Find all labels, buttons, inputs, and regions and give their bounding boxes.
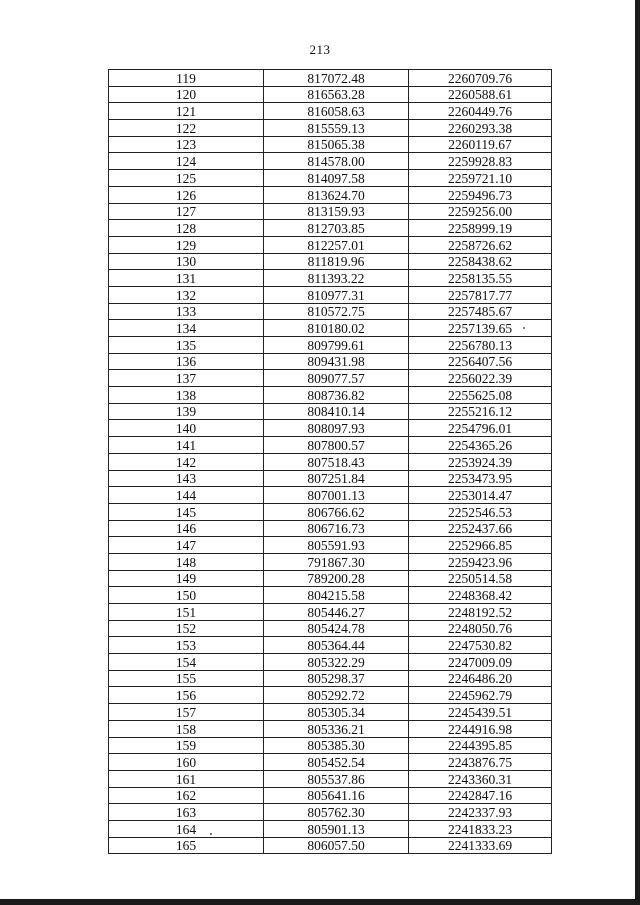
table-row (109, 737, 552, 754)
table-row (109, 286, 552, 303)
table-row (109, 537, 552, 554)
y-coordinate-cell: 2247009.09 (409, 654, 552, 671)
table-row (109, 437, 552, 454)
x-coordinate-cell: 807800.57 (264, 437, 409, 454)
point-number-cell: 164 (109, 820, 264, 837)
point-number-cell: 142 (109, 453, 264, 470)
x-coordinate-cell: 791867.30 (264, 553, 409, 570)
point-number-cell: 150 (109, 587, 264, 604)
point-number-cell: 136 (109, 353, 264, 370)
x-coordinate-cell: 806057.50 (264, 837, 409, 854)
y-coordinate-cell: 2257817.77 (409, 286, 552, 303)
point-number-cell: 144 (109, 487, 264, 504)
point-number-cell: 145 (109, 503, 264, 520)
y-coordinate-cell: 2259496.73 (409, 186, 552, 203)
point-number-cell: 137 (109, 370, 264, 387)
y-coordinate-cell: 2258726.62 (409, 236, 552, 253)
y-coordinate-cell: 2256022.39 (409, 370, 552, 387)
x-coordinate-cell: 805537.86 (264, 770, 409, 787)
x-coordinate-cell: 805424.78 (264, 620, 409, 637)
x-coordinate-cell: 807001.13 (264, 487, 409, 504)
table-row (109, 670, 552, 687)
x-coordinate-cell: 805385.30 (264, 737, 409, 754)
point-number-cell: 155 (109, 670, 264, 687)
y-coordinate-cell: 2258999.19 (409, 220, 552, 237)
y-coordinate-cell: 2258438.62 (409, 253, 552, 270)
y-coordinate-cell: 2242337.93 (409, 804, 552, 821)
table-row (109, 604, 552, 621)
x-coordinate-cell: 815559.13 (264, 120, 409, 137)
point-number-cell: 128 (109, 220, 264, 237)
x-coordinate-cell: 815065.38 (264, 136, 409, 153)
x-coordinate-cell: 809799.61 (264, 337, 409, 354)
point-number-cell: 147 (109, 537, 264, 554)
y-coordinate-cell: 2243876.75 (409, 754, 552, 771)
table-row (109, 370, 552, 387)
scan-speck (210, 833, 212, 835)
y-coordinate-cell: 2259256.00 (409, 203, 552, 220)
x-coordinate-cell: 810572.75 (264, 303, 409, 320)
x-coordinate-cell: 805298.37 (264, 670, 409, 687)
y-coordinate-cell: 2253014.47 (409, 487, 552, 504)
x-coordinate-cell: 806766.62 (264, 503, 409, 520)
x-coordinate-cell: 809077.57 (264, 370, 409, 387)
point-number-cell: 156 (109, 687, 264, 704)
x-coordinate-cell: 804215.58 (264, 587, 409, 604)
y-coordinate-cell: 2256407.56 (409, 353, 552, 370)
table-row (109, 754, 552, 771)
point-number-cell: 138 (109, 387, 264, 404)
y-coordinate-cell: 2246486.20 (409, 670, 552, 687)
point-number-cell: 127 (109, 203, 264, 220)
y-coordinate-cell: 2248368.42 (409, 587, 552, 604)
x-coordinate-cell: 808097.93 (264, 420, 409, 437)
x-coordinate-cell: 808736.82 (264, 387, 409, 404)
y-coordinate-cell: 2245439.51 (409, 704, 552, 721)
x-coordinate-cell: 812703.85 (264, 220, 409, 237)
x-coordinate-cell: 817072.48 (264, 70, 409, 87)
y-coordinate-cell: 2255625.08 (409, 387, 552, 404)
x-coordinate-cell: 805641.16 (264, 787, 409, 804)
table-row (109, 353, 552, 370)
table-row (109, 203, 552, 220)
point-number-cell: 131 (109, 270, 264, 287)
x-coordinate-cell: 813159.93 (264, 203, 409, 220)
y-coordinate-cell: 2260119.67 (409, 136, 552, 153)
y-coordinate-cell: 2247530.82 (409, 637, 552, 654)
y-coordinate-cell: 2258135.55 (409, 270, 552, 287)
table-row (109, 103, 552, 120)
table-row (109, 587, 552, 604)
y-coordinate-cell: 2254365.26 (409, 437, 552, 454)
table-row (109, 153, 552, 170)
point-number-cell: 120 (109, 86, 264, 103)
y-coordinate-cell: 2248050.76 (409, 620, 552, 637)
y-coordinate-cell: 2241833.23 (409, 820, 552, 837)
table-row (109, 687, 552, 704)
table-row (109, 620, 552, 637)
table-row (109, 337, 552, 354)
point-number-cell: 140 (109, 420, 264, 437)
x-coordinate-cell: 805292.72 (264, 687, 409, 704)
table-row (109, 503, 552, 520)
y-coordinate-cell: 2259423.96 (409, 553, 552, 570)
table-row (109, 553, 552, 570)
table-row (109, 520, 552, 537)
point-number-cell: 163 (109, 804, 264, 821)
table-row (109, 487, 552, 504)
point-number-cell: 119 (109, 70, 264, 87)
table-row (109, 303, 552, 320)
point-number-cell: 161 (109, 770, 264, 787)
point-number-cell: 139 (109, 403, 264, 420)
table-row (109, 253, 552, 270)
table-row (109, 654, 552, 671)
y-coordinate-cell: 2257485.67 (409, 303, 552, 320)
point-number-cell: 159 (109, 737, 264, 754)
y-coordinate-cell: 2257139.65 (409, 320, 552, 337)
x-coordinate-cell: 810180.02 (264, 320, 409, 337)
point-number-cell: 149 (109, 570, 264, 587)
table-row (109, 70, 552, 87)
point-number-cell: 141 (109, 437, 264, 454)
x-coordinate-cell: 813624.70 (264, 186, 409, 203)
table-row (109, 787, 552, 804)
x-coordinate-cell: 810977.31 (264, 286, 409, 303)
y-coordinate-cell: 2259928.83 (409, 153, 552, 170)
point-number-cell: 165 (109, 837, 264, 854)
y-coordinate-cell: 2241333.69 (409, 837, 552, 854)
x-coordinate-cell: 812257.01 (264, 236, 409, 253)
table-row (109, 136, 552, 153)
table-row (109, 120, 552, 137)
y-coordinate-cell: 2244395.85 (409, 737, 552, 754)
point-number-cell: 157 (109, 704, 264, 721)
y-coordinate-cell: 2242847.16 (409, 787, 552, 804)
point-number-cell: 130 (109, 253, 264, 270)
x-coordinate-cell: 805305.34 (264, 704, 409, 721)
y-coordinate-cell: 2259721.10 (409, 170, 552, 187)
table-row (109, 86, 552, 103)
x-coordinate-cell: 805446.27 (264, 604, 409, 621)
y-coordinate-cell: 2243360.31 (409, 770, 552, 787)
table-row (109, 387, 552, 404)
point-number-cell: 158 (109, 720, 264, 737)
table-row (109, 170, 552, 187)
table-row (109, 837, 552, 854)
point-number-cell: 126 (109, 186, 264, 203)
y-coordinate-cell: 2253473.95 (409, 470, 552, 487)
y-coordinate-cell: 2248192.52 (409, 604, 552, 621)
table-row (109, 804, 552, 821)
point-number-cell: 124 (109, 153, 264, 170)
table-row (109, 570, 552, 587)
y-coordinate-cell: 2252546.53 (409, 503, 552, 520)
y-coordinate-cell: 2256780.13 (409, 337, 552, 354)
point-number-cell: 154 (109, 654, 264, 671)
x-coordinate-cell: 811819.96 (264, 253, 409, 270)
table-row (109, 470, 552, 487)
x-coordinate-cell: 805322.29 (264, 654, 409, 671)
table-row (109, 420, 552, 437)
y-coordinate-cell: 2252966.85 (409, 537, 552, 554)
x-coordinate-cell: 816058.63 (264, 103, 409, 120)
point-number-cell: 121 (109, 103, 264, 120)
point-number-cell: 162 (109, 787, 264, 804)
table-row (109, 320, 552, 337)
point-number-cell: 135 (109, 337, 264, 354)
y-coordinate-cell: 2245962.79 (409, 687, 552, 704)
x-coordinate-cell: 807251.84 (264, 470, 409, 487)
point-number-cell: 160 (109, 754, 264, 771)
y-coordinate-cell: 2250514.58 (409, 570, 552, 587)
x-coordinate-cell: 805591.93 (264, 537, 409, 554)
y-coordinate-cell: 2255216.12 (409, 403, 552, 420)
x-coordinate-cell: 805452.54 (264, 754, 409, 771)
point-number-cell: 123 (109, 136, 264, 153)
table-row (109, 236, 552, 253)
y-coordinate-cell: 2260709.76 (409, 70, 552, 87)
y-coordinate-cell: 2252437.66 (409, 520, 552, 537)
page-number: 213 (309, 42, 331, 57)
x-coordinate-cell: 805901.13 (264, 820, 409, 837)
point-number-cell: 122 (109, 120, 264, 137)
coordinates-table (108, 69, 552, 854)
y-coordinate-cell: 2244916.98 (409, 720, 552, 737)
table-row (109, 820, 552, 837)
x-coordinate-cell: 808410.14 (264, 403, 409, 420)
x-coordinate-cell: 789200.28 (264, 570, 409, 587)
table-row (109, 770, 552, 787)
x-coordinate-cell: 807518.43 (264, 453, 409, 470)
x-coordinate-cell: 814097.58 (264, 170, 409, 187)
table-row (109, 720, 552, 737)
x-coordinate-cell: 806716.73 (264, 520, 409, 537)
point-number-cell: 134 (109, 320, 264, 337)
y-coordinate-cell: 2260293.38 (409, 120, 552, 137)
point-number-cell: 133 (109, 303, 264, 320)
x-coordinate-cell: 816563.28 (264, 86, 409, 103)
point-number-cell: 129 (109, 236, 264, 253)
point-number-cell: 132 (109, 286, 264, 303)
x-coordinate-cell: 805762.30 (264, 804, 409, 821)
point-number-cell: 151 (109, 604, 264, 621)
table-row (109, 403, 552, 420)
scan-speck (523, 327, 525, 329)
table-row (109, 186, 552, 203)
scan-edge-bottom (0, 899, 640, 905)
x-coordinate-cell: 805336.21 (264, 720, 409, 737)
coordinates-table-body (109, 70, 552, 854)
x-coordinate-cell: 805364.44 (264, 637, 409, 654)
scan-edge-right (635, 0, 640, 905)
y-coordinate-cell: 2260449.76 (409, 103, 552, 120)
y-coordinate-cell: 2254796.01 (409, 420, 552, 437)
point-number-cell: 146 (109, 520, 264, 537)
table-row (109, 220, 552, 237)
point-number-cell: 148 (109, 553, 264, 570)
y-coordinate-cell: 2260588.61 (409, 86, 552, 103)
point-number-cell: 152 (109, 620, 264, 637)
table-row (109, 704, 552, 721)
table-row (109, 453, 552, 470)
point-number-cell: 143 (109, 470, 264, 487)
point-number-cell: 153 (109, 637, 264, 654)
point-number-cell: 125 (109, 170, 264, 187)
x-coordinate-cell: 809431.98 (264, 353, 409, 370)
table-row (109, 637, 552, 654)
x-coordinate-cell: 811393.22 (264, 270, 409, 287)
y-coordinate-cell: 2253924.39 (409, 453, 552, 470)
table-row (109, 270, 552, 287)
x-coordinate-cell: 814578.00 (264, 153, 409, 170)
